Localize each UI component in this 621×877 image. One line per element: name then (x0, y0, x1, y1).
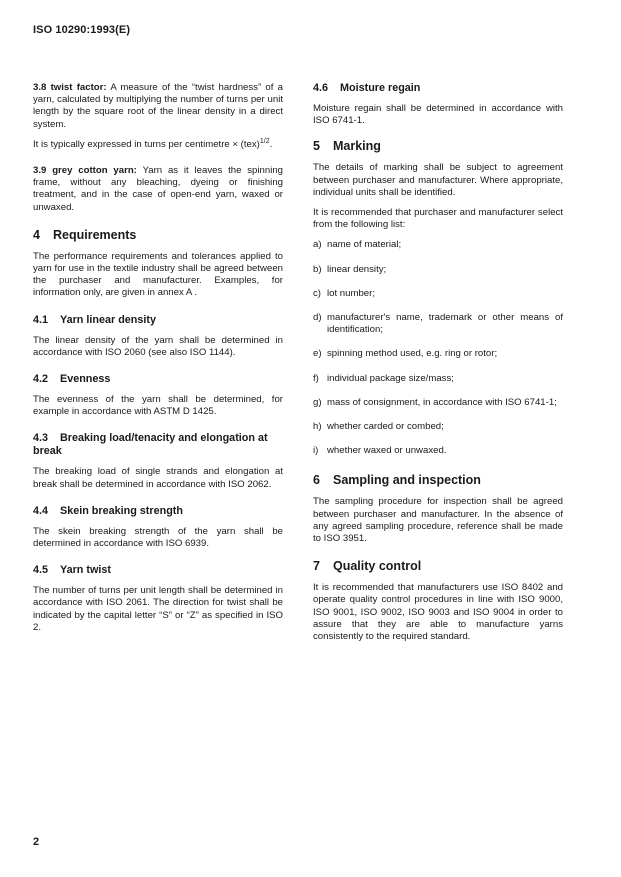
section-title: Skein breaking strength (60, 504, 183, 517)
section-4-6-heading (313, 82, 563, 95)
list-item (313, 288, 563, 300)
section-number: 7 (313, 559, 320, 574)
section-5-text-1: The details of marking shall be subject to agreement between purchaser and manufacturer. Where appropriate, individual units shall be identified. (313, 162, 563, 198)
section-title: Sampling and inspection (333, 473, 481, 488)
list-label: g) (313, 396, 322, 408)
section-4-5-text: The number of turns per unit length shall be determined in accordance with ISO 2061. The direction for twist shall be indicated by the capital letter “S” or “Z” as specified in ISO 2. (33, 585, 283, 633)
definition-3-8-text: A measure of the “twist hardness” of a yarn, calculated by multiplying the number of turns per unit length by the square root of the linear density in a direct system. (33, 82, 284, 130)
section-number: 4.6 (313, 82, 329, 94)
list-text: linear density; (327, 263, 387, 275)
definition-3-8-number: 3.8 (33, 82, 47, 93)
list-item (313, 445, 563, 457)
section-5-text-2: It is recommended that purchaser and manufacturer select from the following list: (313, 207, 563, 231)
list-label: d) (313, 312, 322, 324)
section-4-4-text: The skein breaking strength of the yarn shall be determined in accordance with ISO 6939. (33, 525, 283, 550)
section-number: 5 (313, 139, 320, 154)
section-4-4-heading (33, 505, 283, 518)
definition-3-8 (33, 82, 283, 131)
section-4-1-text: The linear density of the yarn shall be determined in accordance with ISO 2060 (see also ISO 1144). (33, 334, 283, 358)
section-number: 4.4 (33, 504, 49, 517)
section-title: Yarn twist (60, 564, 112, 577)
definition-3-9-text: Yarn as it leaves the spinning frame, without any bleaching, dyeing or finishing treatment, and in the case of open-end yarn, waxed or unwaxed. (33, 165, 284, 213)
section-title: Moisture regain (340, 82, 421, 94)
list-text: whether carded or combed; (327, 421, 444, 433)
section-6-heading (313, 473, 563, 488)
list-text: lot number; (327, 287, 375, 299)
section-7-heading (313, 559, 563, 574)
list-label: e) (313, 348, 322, 360)
list-text: name of material; (327, 239, 402, 251)
section-4-3-text: The breaking load of single strands and elongation at break shall be determined in accordance with ISO 2062. (33, 466, 283, 490)
section-number: 4 (33, 227, 40, 242)
list-item (313, 397, 563, 409)
section-4-2-heading (33, 373, 283, 386)
definition-3-8-term: twist factor: (50, 82, 107, 93)
section-4-2-text: The evenness of the yarn shall be determined, for example in accordance with ASTM D 1425. (33, 394, 283, 418)
section-title: Yarn linear density (60, 313, 157, 326)
section-6-text: The sampling procedure for inspection shall be agreed between purchaser and manufacturer. In the absence of any agreed sampling procedure, reference shall be made to ISO 3951. (313, 496, 563, 545)
section-number: 4.2 (33, 373, 49, 386)
section-number: 6 (313, 473, 320, 488)
section-4-3-heading (33, 432, 283, 458)
list-label: h) (313, 421, 322, 433)
section-title: Quality control (333, 559, 422, 574)
section-number: 4.5 (33, 564, 49, 577)
section-7-text: It is recommended that manufacturers use ISO 8402 and operate quality control procedures in line with ISO 9000, ISO 9001, ISO 9002, ISO 9003 and ISO 9004 in order to assure that they are able to manufacture yarns consistently to the required standard. (313, 582, 563, 643)
section-5-heading (313, 139, 563, 154)
section-4-heading (33, 228, 283, 243)
definition-3-9-number: 3.9 (33, 165, 47, 177)
section-4-6-text: Moisture regain shall be determined in accordance with ISO 6741-1. (313, 103, 563, 127)
section-4-text: The performance requirements and tolerances applied to yarn for use in the textile industry shall be agreed between the purchaser and manufacturer. Examples, for information only, are given in annex A . (33, 250, 283, 299)
section-title: Breaking load/tenacity and elongation at break (33, 432, 268, 458)
list-item (313, 239, 563, 251)
list-item (313, 373, 563, 385)
note-exponent: 1/2 (259, 137, 270, 145)
note-end: . (269, 138, 273, 150)
section-number: 4.3 (33, 432, 49, 445)
list-text: whether waxed or unwaxed. (327, 445, 447, 457)
list-label: a) (313, 239, 322, 251)
section-4-1-heading (33, 314, 283, 327)
list-label: i) (313, 445, 319, 457)
definition-3-9 (33, 165, 283, 214)
list-text: individual package size/mass; (327, 372, 454, 384)
list-item (313, 348, 563, 360)
section-title: Marking (333, 139, 381, 154)
list-label: f) (313, 372, 319, 384)
section-title: Evenness (60, 373, 111, 386)
left-column (33, 82, 283, 634)
right-column (313, 82, 563, 643)
list-label: c) (313, 287, 321, 299)
list-item (313, 312, 563, 336)
section-title: Requirements (53, 227, 137, 242)
document-header: ISO 10290:1993(E) (33, 24, 131, 36)
section-number: 4.1 (33, 313, 49, 326)
list-text: mass of consignment, in accordance with ISO 6741-1; (327, 396, 557, 408)
list-text: spinning method used, e.g. ring or rotor; (327, 348, 498, 360)
list-item (313, 421, 563, 433)
definition-3-8-note (33, 139, 283, 151)
page-number: 2 (33, 836, 40, 848)
definition-3-9-term: grey cotton yarn: (52, 165, 137, 177)
marking-list (313, 239, 563, 457)
list-item (313, 264, 563, 276)
note-text: It is typically expressed in turns per centimetre × (tex) (33, 138, 260, 150)
list-text: manufacturer's name, trademark or other means of identification; (327, 312, 563, 336)
section-4-5-heading (33, 564, 283, 577)
list-label: b) (313, 263, 322, 275)
